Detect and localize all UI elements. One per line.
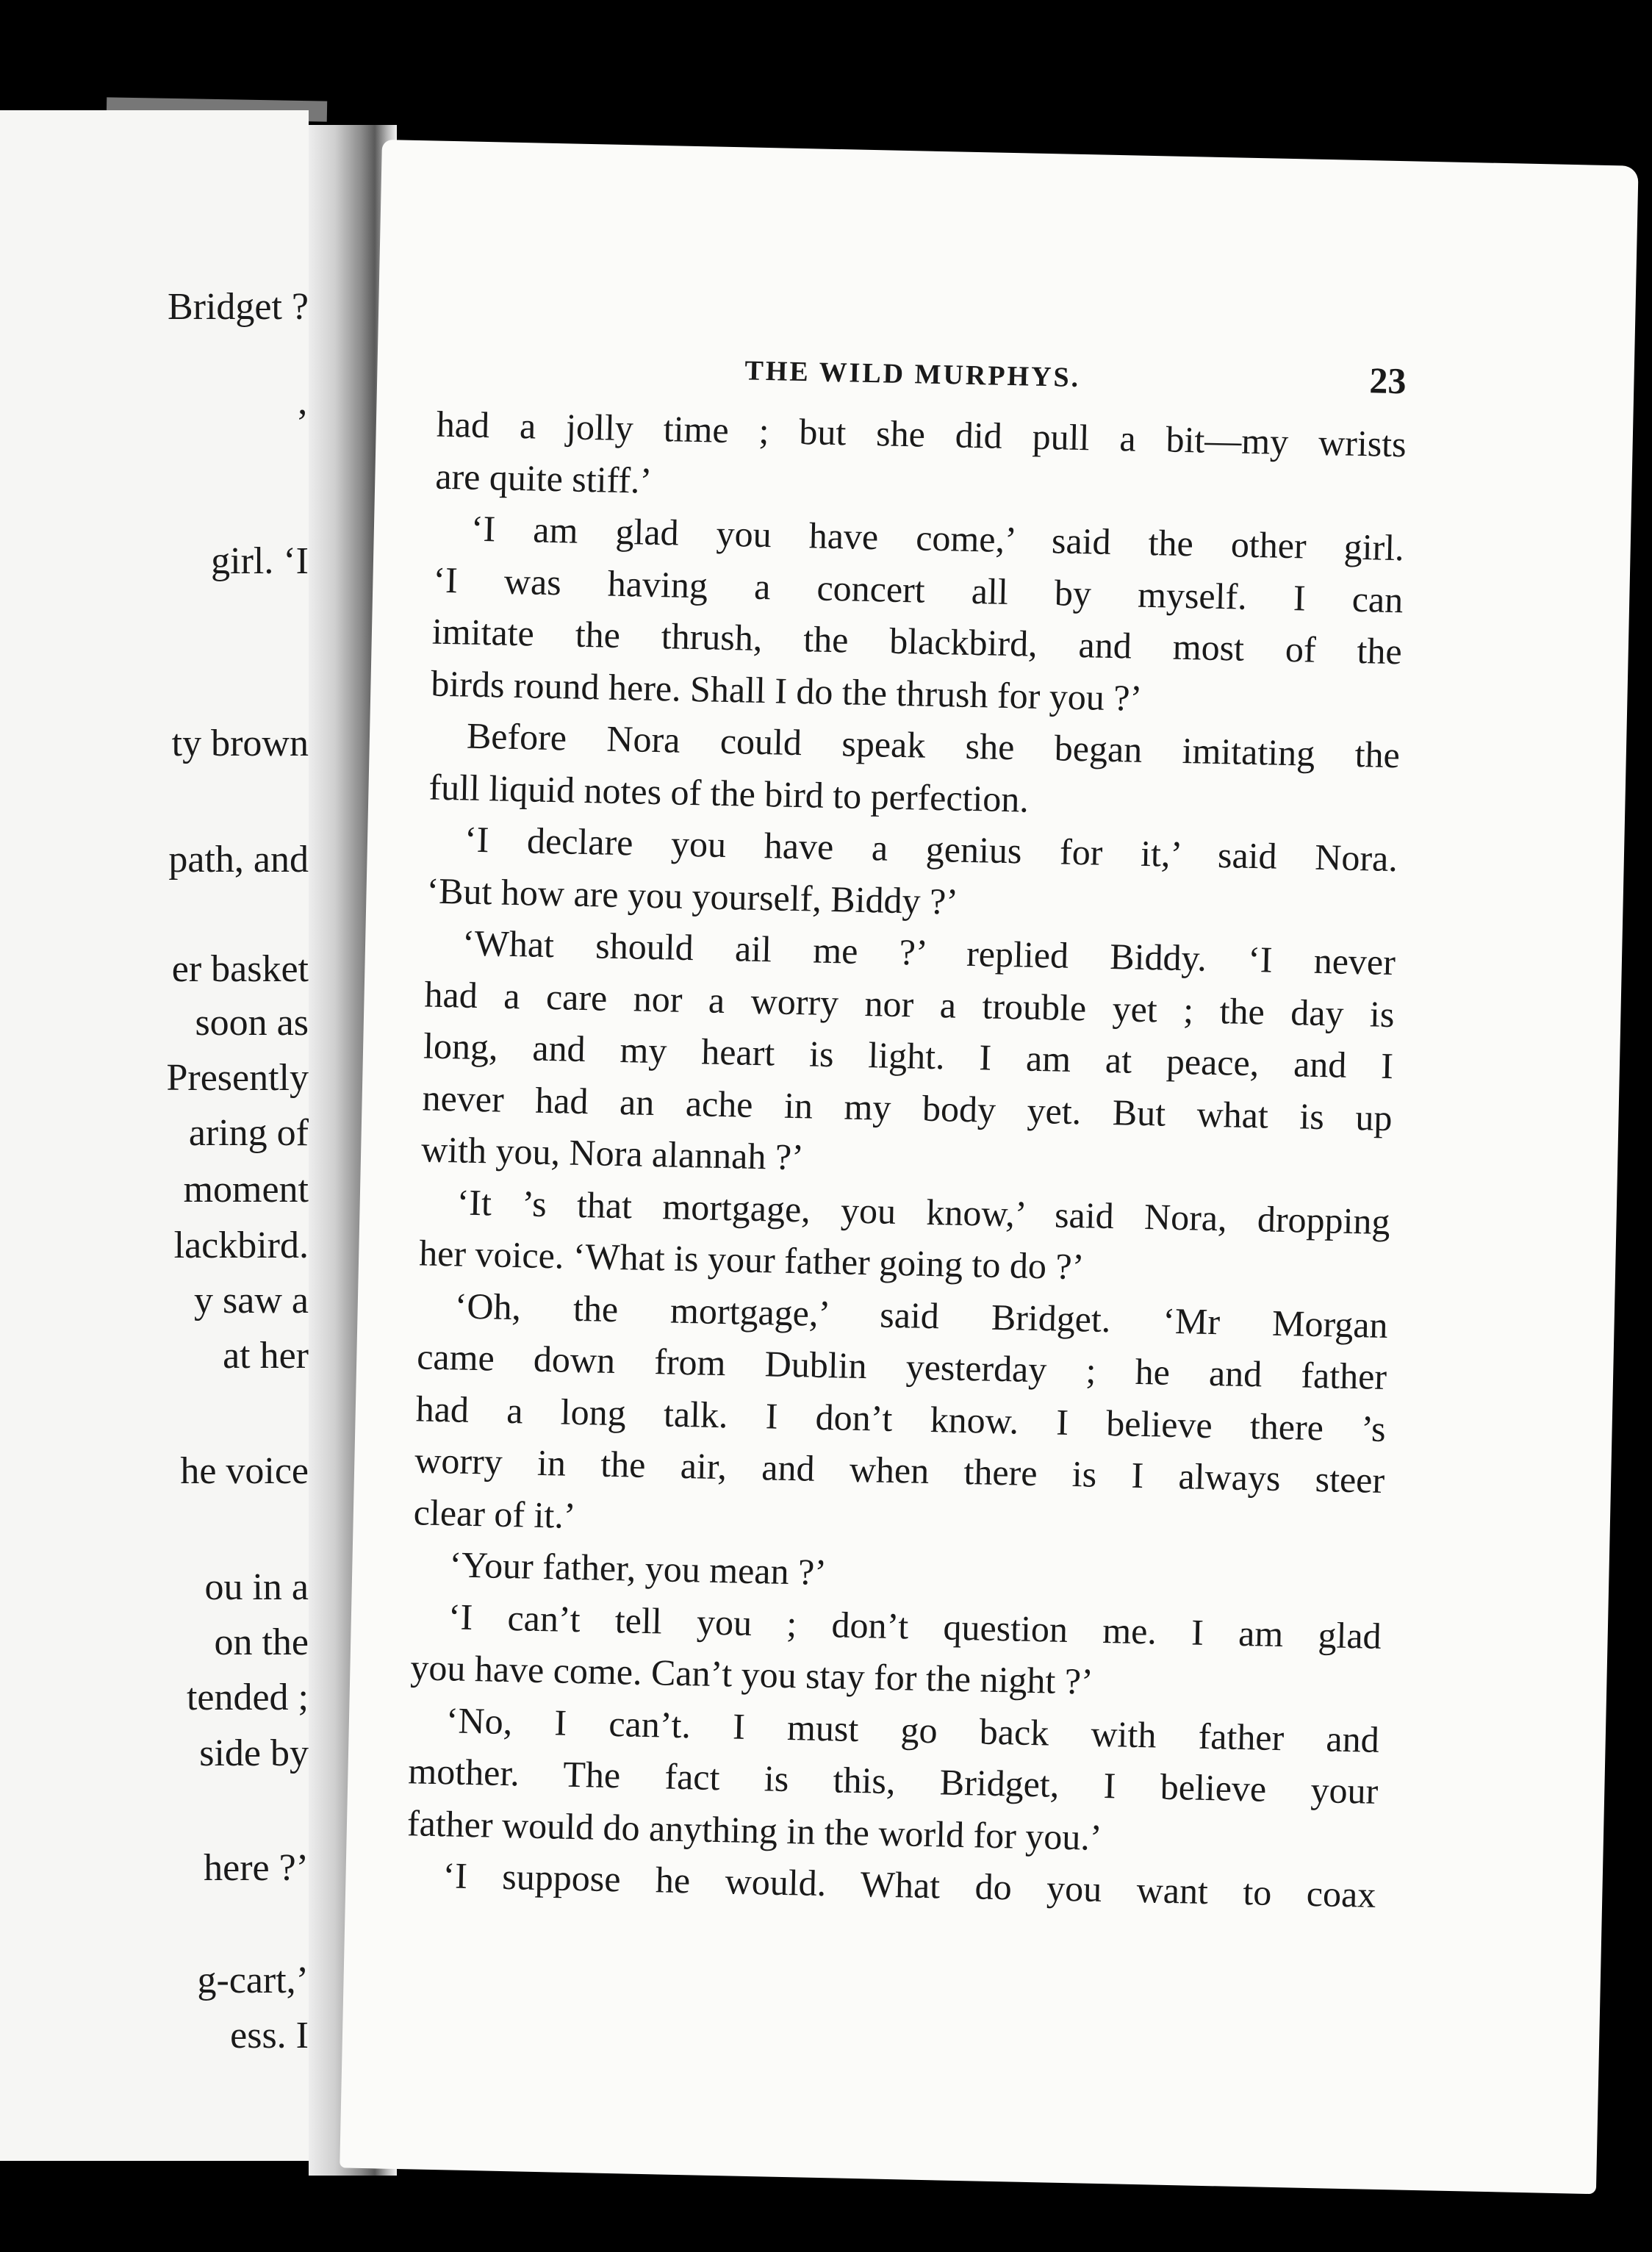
running-head: THE WILD MURPHYS. (744, 355, 1081, 393)
text-line: you have come. Can’t you stay for the night ?’ (409, 1646, 1094, 1702)
text-line: ‘I was having a concert all by myself. I can (432, 559, 1404, 620)
text-line: long, and my heart is light. I am at peace, and I (423, 1025, 1394, 1087)
left-text-fragment: ty brown (171, 722, 309, 764)
text-line: never had an ache in my body yet. But what is up (422, 1076, 1393, 1138)
left-text-fragment: at her (223, 1335, 309, 1377)
left-text-fragment: moment (183, 1169, 309, 1211)
text-line: had a jolly time ; but she did pull a bit—my wrists (436, 403, 1407, 465)
left-text-fragment: tended ; (186, 1677, 309, 1719)
text-line: ‘No, I can’t. I must go back with father and (445, 1699, 1380, 1760)
left-text-fragment: he voice (180, 1449, 309, 1492)
left-text-fragment: side by (199, 1732, 309, 1774)
left-text-fragment: ess. I (230, 2014, 309, 2056)
left-text-fragment: Presently (166, 1057, 309, 1099)
left-text-fragment: soon as (195, 1001, 309, 1044)
text-line: ‘I am glad you have come,’ said the other girl. (470, 507, 1405, 569)
text-line: father would do anything in the world for you.’ (406, 1801, 1103, 1858)
text-line: ‘I declare you have a genius for it,’ said Nora. (464, 818, 1398, 880)
text-line: ‘What should ail me ?’ replied Biddy. ‘I never (462, 922, 1396, 983)
text-line: ‘I suppose he would. What do you want to coax (442, 1854, 1376, 1915)
text-line: imitate the thrush, the blackbird, and most of the (431, 610, 1403, 673)
text-line: worry in the air, and when there is I always steer (414, 1439, 1385, 1501)
text-line: full liquid notes of the bird to perfection. (428, 766, 1030, 820)
text-line: are quite stiff.’ (434, 455, 653, 501)
left-text-fragment: aring of (188, 1112, 309, 1155)
text-line: mother. The fact is this, Bridget, I believe your (407, 1750, 1379, 1812)
text-line: ‘I can’t tell you ; don’t question me. I am glad (448, 1595, 1382, 1657)
left-text-fragment: Bridget ? (167, 285, 309, 328)
page-number: 23 (1368, 359, 1407, 402)
text-line: ‘But how are you yourself, Biddy ?’ (426, 869, 959, 922)
left-text-fragment: here ?’ (204, 1847, 309, 1890)
right-page (340, 140, 1638, 2194)
text-line: had a care nor a worry nor a trouble yet ; the day is (424, 972, 1395, 1035)
text-line: birds round here. Shall I do the thrush for you ?’ (430, 662, 1143, 719)
text-line: came down from Dublin yesterday ; he and father (416, 1335, 1387, 1397)
text-line: Before Nora could speak she began imitating the (466, 714, 1401, 776)
text-line: ‘It ’s that mortgage, you know,’ said Nora, dropping (456, 1180, 1391, 1242)
text-line: ‘Your father, you mean ?’ (448, 1543, 827, 1593)
left-text-fragment: path, and (168, 839, 309, 881)
left-text-fragment: g-cart,’ (197, 1959, 309, 2001)
text-line: with you, Nora alannah ?’ (420, 1128, 805, 1178)
text-line: had a long talk. I don’t know. I believe there ’s (415, 1387, 1387, 1449)
text-line: ‘Oh, the mortgage,’ said Bridget. ‘Mr Morgan (454, 1284, 1389, 1346)
text-line: clear of it.’ (413, 1491, 577, 1536)
left-text-fragment: girl. ‘I (211, 540, 309, 583)
left-text-fragment: on the (214, 1621, 309, 1664)
left-text-fragment: lackbird. (173, 1224, 309, 1266)
left-page (0, 110, 309, 2161)
text-line: her voice. ‘What is your father going to do ?’ (418, 1232, 1085, 1288)
left-text-fragment: ’ (295, 402, 309, 444)
body-text (406, 398, 1407, 1921)
left-text-fragment: er basket (171, 947, 309, 990)
left-text-fragment: y saw a (194, 1279, 309, 1322)
left-text-fragment: ou in a (204, 1566, 309, 1608)
left-page-text (0, 110, 309, 2161)
